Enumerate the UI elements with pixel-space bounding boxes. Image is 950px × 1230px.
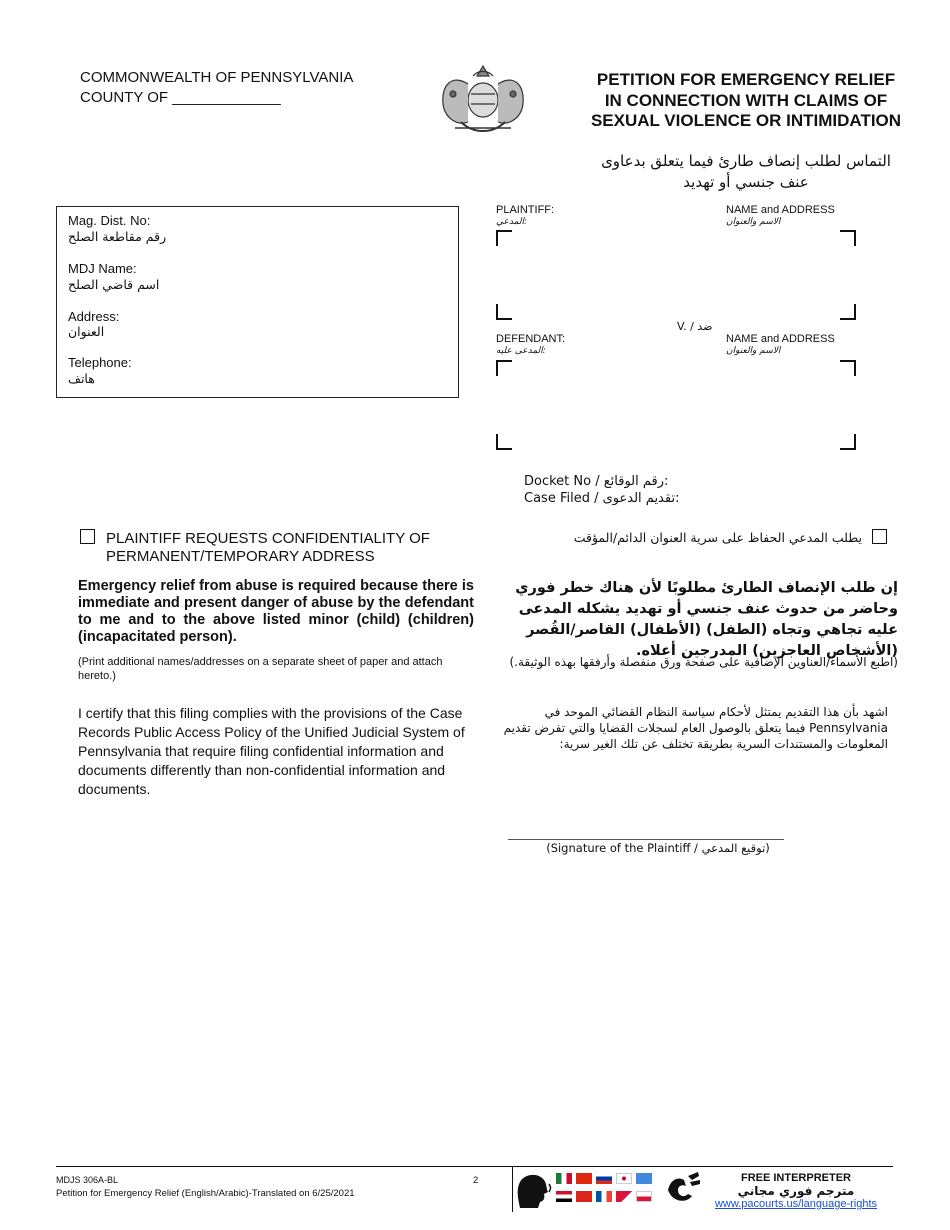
bracket-corner	[840, 360, 856, 376]
bracket-corner	[496, 230, 512, 246]
certification-statement: I certify that this filing complies with the provisions of the Case Records Public Access Policy of the Unified Judicial System of Pennsylvania that require filing confidential information and documents differently than non-confidential information and documents.	[78, 705, 465, 797]
mdj-name-label-arabic: اسم قاضي الصلح	[68, 277, 160, 292]
additional-names-note: (Print additional names/addresses on a separate sheet of paper and attach hereto.)	[78, 656, 443, 682]
bracket-corner	[496, 304, 512, 320]
mexico-flag-icon	[556, 1173, 572, 1184]
sign-language-hands-icon	[664, 1170, 702, 1204]
somalia-flag-icon	[636, 1173, 652, 1184]
defendant-label: DEFENDANT:	[496, 333, 566, 345]
mag-dist-label: Mag. Dist. No:	[68, 213, 151, 228]
bracket-corner	[840, 230, 856, 246]
confidentiality-checkbox[interactable]	[80, 529, 95, 544]
form-id: MDJS 306A-BL	[56, 1175, 119, 1185]
nepal-flag-icon	[616, 1191, 632, 1202]
petition-title: PETITION FOR EMERGENCY RELIEF IN CONNECTION WITH CLAIMS OF SEXUAL VIOLENCE OR INTIMIDATION	[590, 70, 902, 130]
france-flag-icon	[596, 1191, 612, 1202]
plaintiff-label-arabic: المدعي:	[496, 217, 528, 227]
russia-flag-icon	[596, 1173, 612, 1184]
china-flag-icon	[576, 1173, 592, 1184]
certification-statement-arabic: اشهد بأن هذا التقديم يمتثل لأحكام سياسة النظام القضائي الموحد في Pennsylvania فيما يتعلق بالوصول العام لسجلات القضايا والتي تفرض تقديم المعلومات والمستندات السرية بطريقة تختلف عن تلك الغير سرية:	[503, 705, 888, 751]
signature-label: (Signature of the Plaintiff / توقيع المدعي)	[546, 841, 770, 855]
signature-line[interactable]	[508, 839, 784, 840]
court-info-box	[56, 206, 459, 398]
petition-title-arabic: التماس لطلب إنصاف طارئ فيما يتعلق بدعاوى عنف جنسي أو تهديد	[601, 152, 891, 191]
confidentiality-request-label-arabic: يطلب المدعي الحفاظ على سرية العنوان الدائم/المؤقت	[573, 530, 862, 545]
docket-number-field[interactable]: Docket No / رقم الوقائع:	[524, 474, 669, 489]
poland-flag-icon	[636, 1191, 652, 1202]
plaintiff-address-field[interactable]	[496, 230, 856, 320]
confidentiality-checkbox-arabic[interactable]	[872, 529, 887, 544]
language-flags	[556, 1172, 662, 1212]
bracket-corner	[840, 304, 856, 320]
korea-flag-icon	[616, 1173, 632, 1184]
telephone-label-arabic: هاتف	[68, 371, 95, 386]
egypt-flag-icon	[556, 1191, 572, 1202]
footer-rule	[56, 1166, 893, 1167]
defendant-address-field[interactable]	[496, 360, 856, 450]
defendant-name-address-label-arabic: الاسم والعنوان	[726, 346, 781, 356]
vietnam-flag-icon	[576, 1191, 592, 1202]
defendant-label-arabic: المدعى عليه:	[496, 346, 546, 356]
bracket-corner	[496, 434, 512, 450]
plaintiff-label: PLAINTIFF:	[496, 204, 555, 216]
free-interpreter-label-arabic: مترجم فوري مجاني	[737, 1184, 855, 1198]
versus-label: V. / ضد	[677, 320, 713, 333]
emergency-relief-statement-arabic: إن طلب الإنصاف الطارئ مطلوبًا لأن هناك خطر فوري وحاضر من حدوث عنف جنسي أو تهديد يشكله المدعى عليه تجاهي وتجاه (الطفل) (الأطفال) القاصر/القُصر (الأشخاص العاجزين) المدرجين أعلاه.	[515, 580, 898, 659]
plaintiff-name-address-label: NAME and ADDRESS	[726, 204, 835, 216]
defendant-name-address-label: NAME and ADDRESS	[726, 333, 835, 345]
case-filed-field[interactable]: Case Filed / تقديم الدعوى:	[524, 491, 680, 506]
mag-dist-label-arabic: رقم مقاطعة الصلح	[68, 229, 167, 244]
pennsylvania-seal-icon	[433, 64, 533, 136]
address-label-arabic: العنوان	[68, 324, 105, 339]
additional-names-note-arabic: (اطبع الأسماء/العناوين الإضافية على صفحة ورق منفصلة وأرفقها بهذه الوثيقة.)	[509, 655, 898, 669]
bracket-corner	[496, 360, 512, 376]
plaintiff-name-address-label-arabic: الاسم والعنوان	[726, 217, 781, 227]
address-label: Address:	[68, 309, 120, 324]
language-rights-link[interactable]: www.pacourts.us/language-rights	[714, 1198, 878, 1210]
speaking-head-icon	[514, 1170, 554, 1210]
free-interpreter-label: FREE INTERPRETER	[740, 1172, 851, 1184]
form-description: Petition for Emergency Relief (English/Arabic)-Translated on 6/25/2021	[56, 1188, 355, 1199]
county-field[interactable]: COUNTY OF _____________	[80, 89, 281, 106]
footer-divider	[512, 1166, 513, 1212]
page-number: 2	[473, 1175, 479, 1186]
telephone-label: Telephone:	[68, 355, 132, 370]
commonwealth-heading: COMMONWEALTH OF PENNSYLVANIA	[80, 69, 354, 86]
confidentiality-request-label: PLAINTIFF REQUESTS CONFIDENTIALITY OF PERMANENT/TEMPORARY ADDRESS	[106, 530, 430, 565]
bracket-corner	[840, 434, 856, 450]
mdj-name-label: MDJ Name:	[68, 261, 137, 276]
emergency-relief-statement: Emergency relief from abuse is required because there is immediate and present danger of abuse by the defendant to me and to the above listed minor (child) (children) (incapacitated person).	[78, 578, 474, 645]
